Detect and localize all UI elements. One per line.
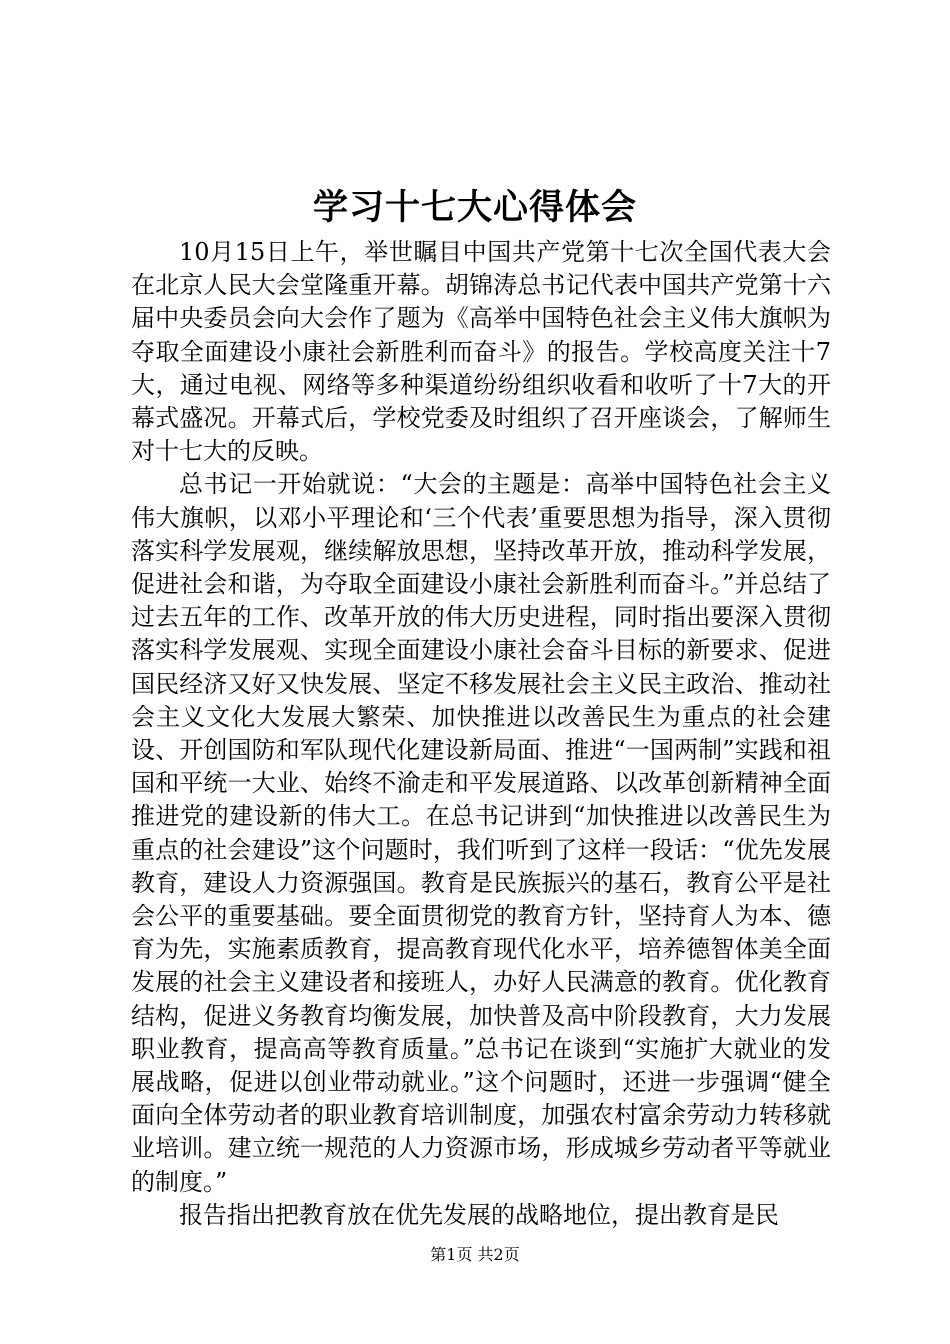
- page-indicator: 第1页 共2页: [430, 1245, 520, 1264]
- page-footer: [0, 1244, 950, 1266]
- document-title: 学习十七大心得体会: [312, 187, 637, 228]
- paragraph: 报告指出把教育放在优先发展的战略地位，提出教育是民: [179, 1200, 779, 1229]
- document-body: [131, 236, 831, 1232]
- paragraph: 总书记一开始就说：“大会的主题是：高举中国特色社会主义伟大旗帜，以邓小平理论和‘三个代表’重要思想为指导，深入贯彻落实科学发展观，继续解放思想，坚持改革开放，推动科学发展，促进社会和谐，为夺取全面建设小康社会新胜利而奋斗。”并总结了过去五年的工作、改革开放的伟大历史进程，同时指出要深入贯彻落实科学发展观、实现全面建设小康社会奋斗目标的新要求、促进国民经济又好又快发展、坚定不移发展社会主义民主政治、推动社会主义文化大发展大繁荣、加快推进以改善民生为重点的社会建设、开创国防和军队现代化建设新局面、推进“一国两制”实践和祖国和平统一大业、始终不渝走和平发展道路、以改革创新精神全面推进党的建设新的伟大工。在总书记讲到“加快推进以改善民生为重点的社会建设”这个问题时，我们听到了这样一段话：“优先发展教育，建设人力资源强国。教育是民族振兴的基石，教育公平是社会公平的重要基础。要全面贯彻党的教育方针，坚持育人为本、德育为先，实施素质教育，提高教育现代化水平，培养德智体美全面发展的社会主义建设者和接班人，办好人民满意的教育。优化教育结构，促进义务教育均衡发展，加快普及高中阶段教育，大力发展职业教育，提高高等教育质量。”总书记在谈到“实施扩大就业的发展战略，促进以创业带动就业。”这个问题时，还进一步强调“健全面向全体劳动者的职业教育培训制度，加强农村富余劳动力转移就业培训。建立统一规范的人力资源市场，形成城乡劳动者平等就业的制度。”: [131, 470, 831, 1196]
- paragraph: 10月15日上午，举世瞩目中国共产党第十七次全国代表大会在北京人民大会堂隆重开幕。胡锦涛总书记代表中国共产党第十六届中央委员会向大会作了题为《高举中国特色社会主义伟大旗帜为夺取全面建设小康社会新胜利而奋斗》的报告。学校高度关注十7大，通过电视、网络等多种渠道纷纷组织收看和收听了十7大的开幕式盛况。开幕式后，学校党委及时组织了召开座谈会，了解师生对十七大的反映。: [131, 238, 831, 466]
